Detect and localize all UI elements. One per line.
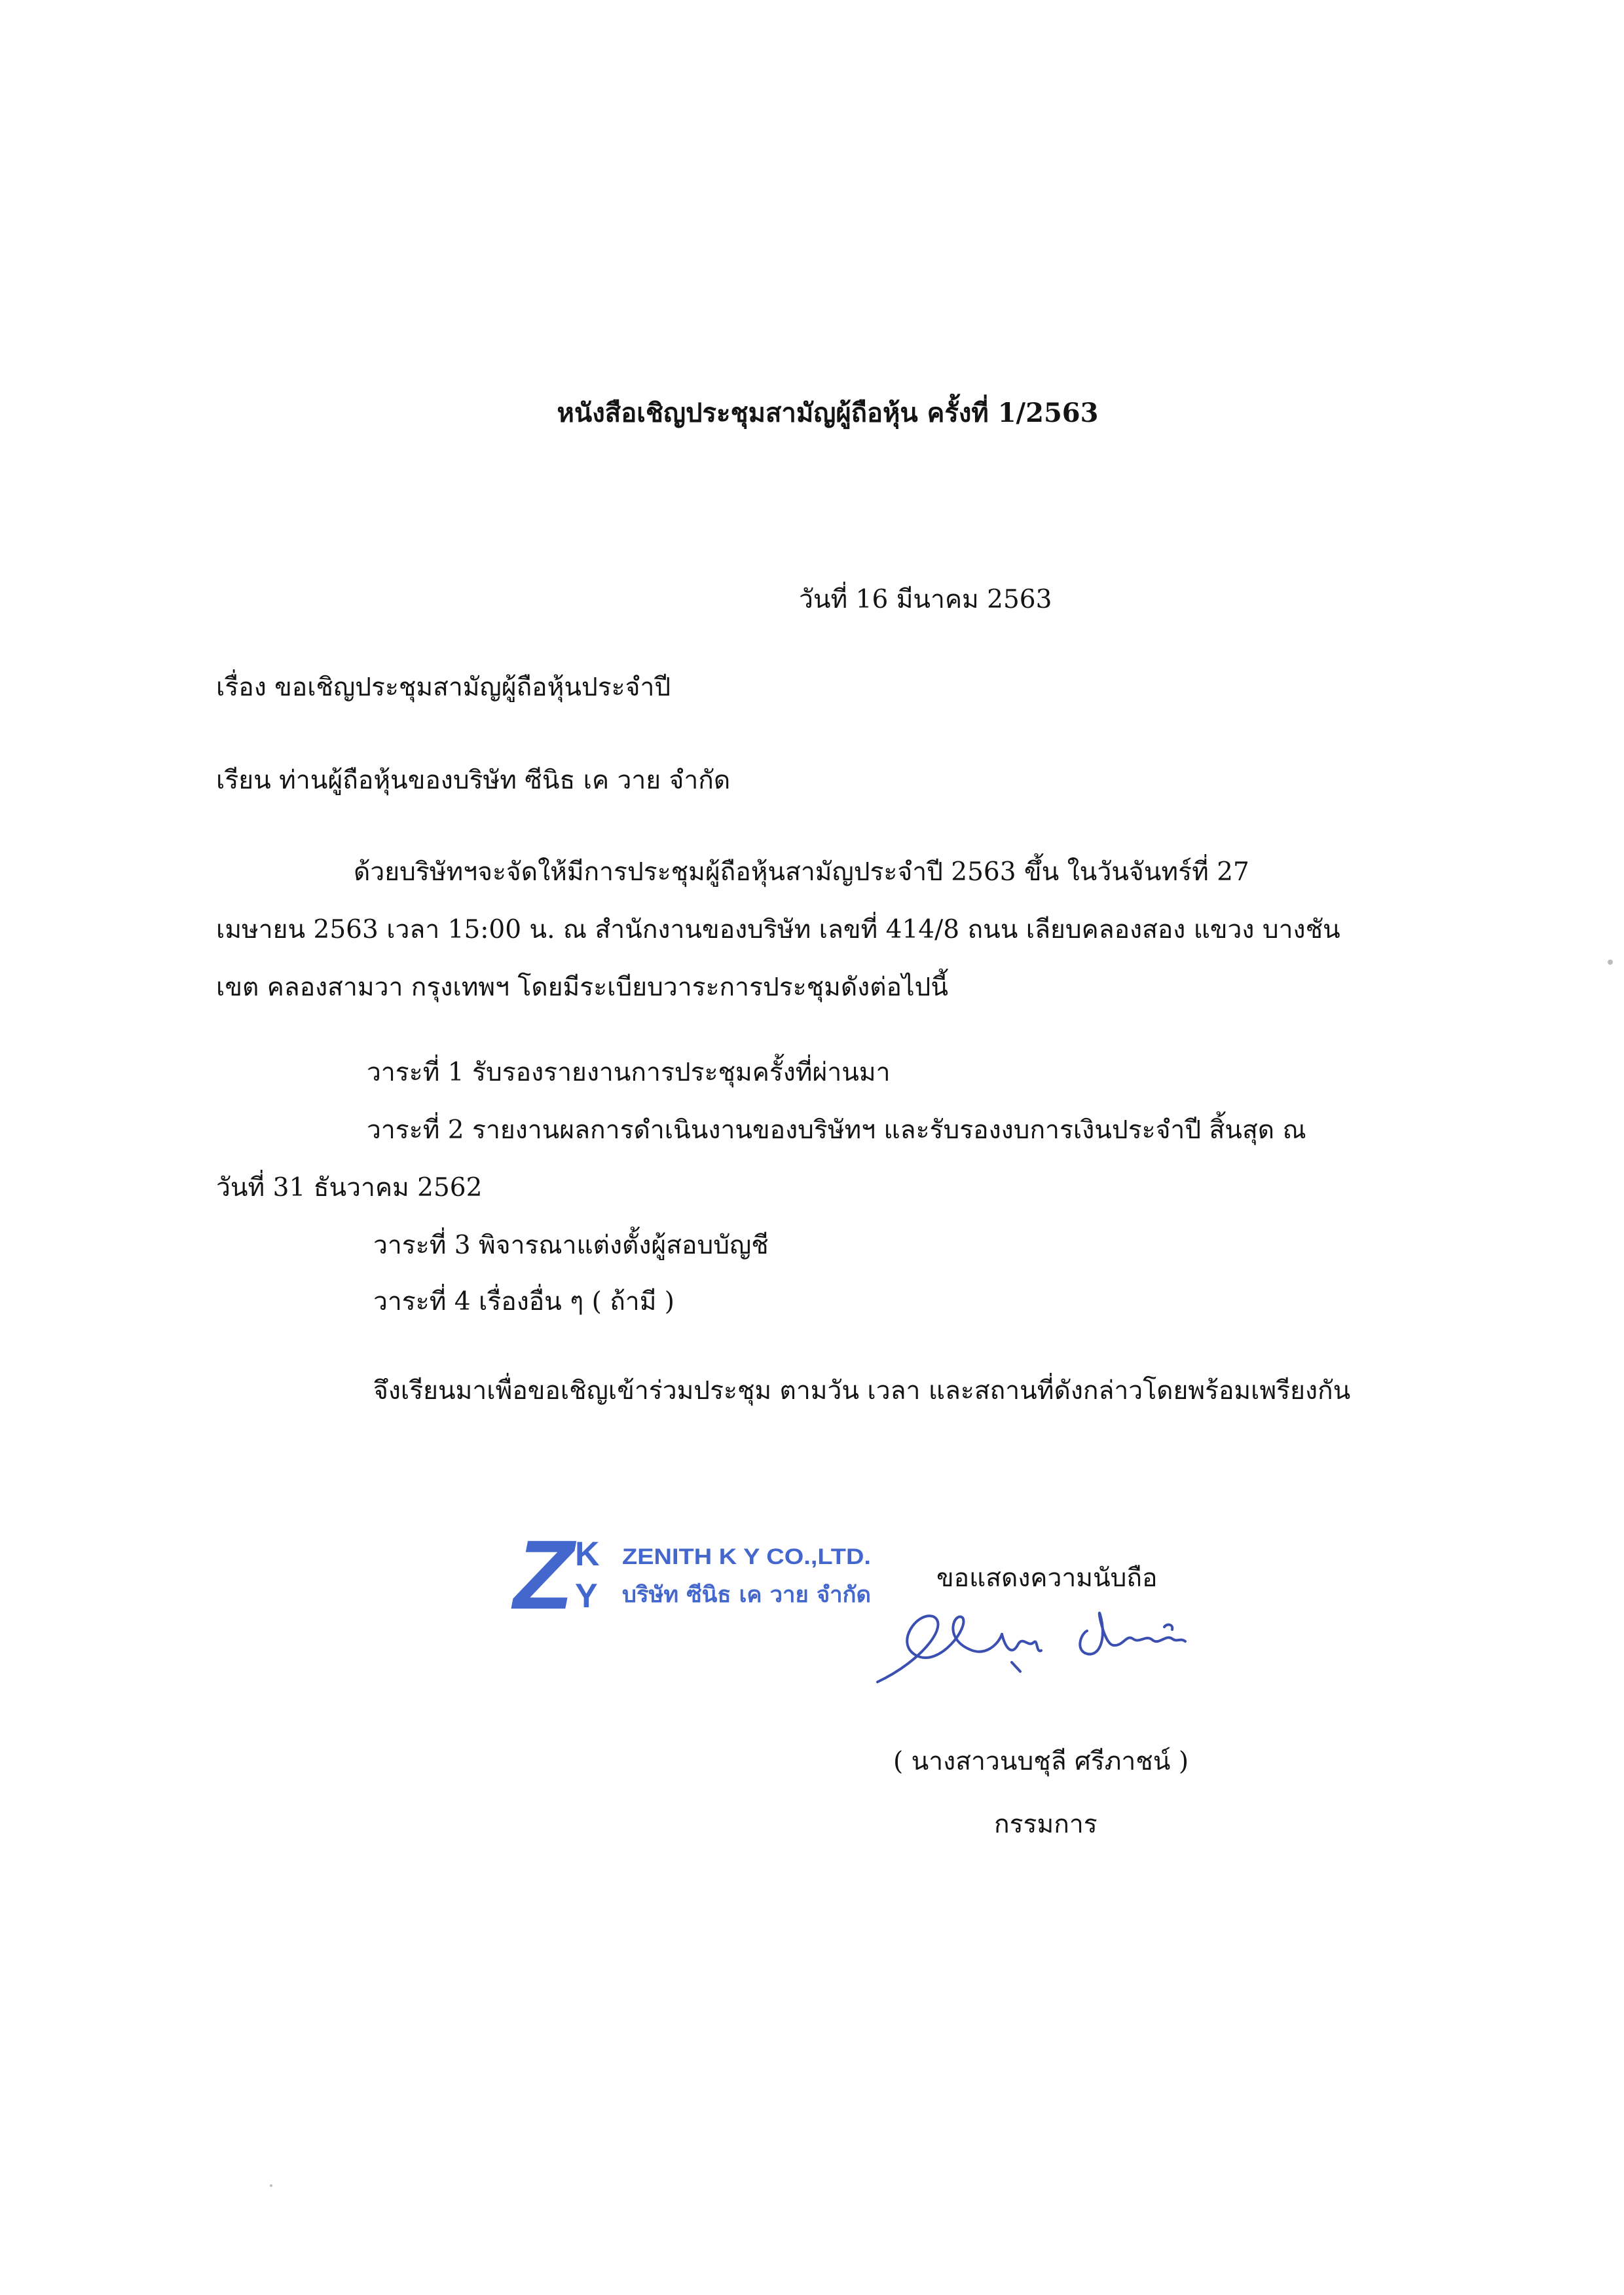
agenda-item-2: วาระที่ 2 รายงานผลการดำเนินงานของบริษัทฯ และรับรองงบการเงินประจำปี สิ้นสุด ณ <box>367 1115 1306 1145</box>
company-stamp <box>511 1526 877 1624</box>
document-date: วันที่ 16 มีนาคม 2563 <box>799 585 1052 614</box>
svg-text:Y: Y <box>575 1577 598 1615</box>
body-paragraph-line-1: ด้วยบริษัทฯจะจัดให้มีการประชุมผู้ถือหุ้นสามัญประจำปี 2563 ขึ้น ในวันจันทร์ที่ 27 <box>354 857 1249 887</box>
closing-regards: ขอแสดงความนับถือ <box>936 1563 1158 1593</box>
svg-text:บริษัท ซีนิธ เค วาย จำกัด: บริษัท ซีนิธ เค วาย จำกัด <box>622 1582 871 1608</box>
body-paragraph-line-3: เขต คลองสามวา กรุงเทพฯ โดยมีระเบียบวาระการประชุมดังต่อไปนี้ <box>216 973 948 1002</box>
svg-text:Z: Z <box>513 1526 574 1624</box>
document-title: หนังสือเชิญประชุมสามัญผู้ถือหุ้น ครั้งที่ 1/2563 <box>557 398 1099 428</box>
agenda-item-4: วาระที่ 4 เรื่องอื่น ๆ ( ถ้ามี ) <box>373 1287 675 1316</box>
closing-sentence: จึงเรียนมาเพื่อขอเชิญเข้าร่วมประชุม ตามวัน เวลา และสถานที่ดังกล่าวโดยพร้อมเพรียงกัน <box>373 1376 1351 1406</box>
agenda-item-2-continuation: วันที่ 31 ธันวาคม 2562 <box>216 1173 483 1203</box>
body-paragraph-line-2: เมษายน 2563 เวลา 15:00 น. ณ สำนักงานของบริษัท เลขที่ 414/8 ถนน เลียบคลองสอง แขวง บางชัน <box>216 915 1340 944</box>
scan-speck <box>270 2184 272 2187</box>
agenda-item-1: วาระที่ 1 รับรองรายงานการประชุมครั้งที่ผ่านมา <box>367 1058 891 1087</box>
recipient-line: เรียน ท่านผู้ถือหุ้นของบริษัท ซีนิธ เค วาย จำกัด <box>216 766 731 795</box>
handwritten-signature <box>871 1598 1225 1696</box>
agenda-item-3: วาระที่ 3 พิจารณาแต่งตั้งผู้สอบบัญชี <box>373 1231 769 1260</box>
signer-name: ( นางสาวนบชุลี ศรีภาชน์ ) <box>893 1747 1189 1776</box>
svg-text:K: K <box>575 1535 600 1573</box>
scan-speck <box>1608 960 1613 965</box>
subject-line: เรื่อง ขอเชิญประชุมสามัญผู้ถือหุ้นประจำปี <box>216 673 671 702</box>
signer-position: กรรมการ <box>994 1810 1098 1839</box>
svg-text:ZENITH K Y CO.,LTD.: ZENITH K Y CO.,LTD. <box>622 1544 871 1569</box>
